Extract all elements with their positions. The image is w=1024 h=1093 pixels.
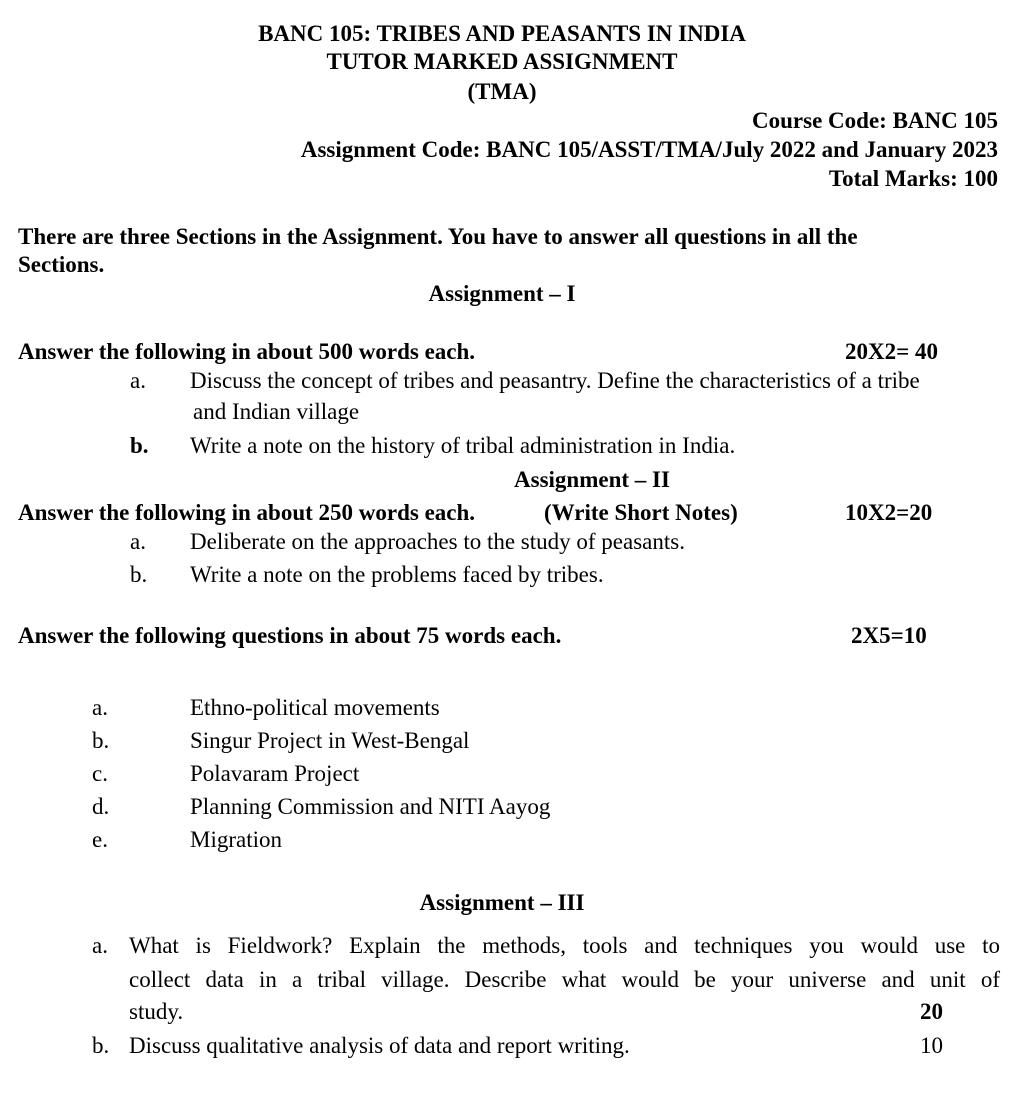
short-note-topic: Migration: [190, 827, 282, 852]
item-marker: b.: [130, 562, 148, 587]
page-subtitle: TUTOR MARKED ASSIGNMENT: [326, 49, 678, 74]
short-note-topic: Ethno-political movements: [190, 695, 440, 720]
intro-line: There are three Sections in the Assignment. You have to answer all questions in all the: [18, 224, 858, 249]
item-marker: a.: [92, 695, 108, 720]
short-notes-instruction: Answer the following questions in about 75 words each.: [18, 623, 562, 648]
question-text: Write a note on the history of tribal administration in India.: [190, 433, 736, 458]
short-note-topic: Planning Commission and NITI Aayog: [190, 794, 551, 819]
question-text: Deliberate on the approaches to the study of peasants.: [190, 529, 685, 554]
assignment-1-heading: Assignment – I: [428, 281, 576, 306]
item-marker: e.: [92, 827, 108, 852]
question-text: What is Fieldwork? Explain the methods, tools and techniques you would use to: [129, 933, 1000, 958]
short-note-topic: Polavaram Project: [190, 761, 360, 786]
item-marker: b.: [92, 1033, 110, 1058]
intro-line: Sections.: [18, 252, 105, 277]
question-marks: 10: [920, 1033, 943, 1058]
question-marks: 20: [920, 999, 943, 1024]
item-marker: b.: [92, 728, 110, 753]
assignment-2-heading: Assignment – II: [514, 467, 670, 492]
item-marker: a.: [130, 529, 146, 554]
question-text: Discuss the concept of tribes and peasantry. Define the characteristics of a tribe: [190, 368, 920, 393]
page-abbr: (TMA): [467, 79, 537, 104]
page-title: BANC 105: TRIBES AND PEASANTS IN INDIA: [258, 21, 746, 46]
question-text: Write a note on the problems faced by tribes.: [190, 562, 604, 587]
item-marker: b.: [130, 433, 149, 458]
item-marker: c.: [92, 761, 108, 786]
short-notes-marks: 2X5=10: [851, 623, 927, 648]
assignment-2-marks: 10X2=20: [845, 500, 933, 525]
question-text: and Indian village: [193, 399, 360, 424]
item-marker: d.: [92, 794, 110, 819]
question-text: collect data in a tribal village. Describe what would be your universe and unit of: [129, 967, 1000, 992]
question-text: Discuss qualitative analysis of data and report writing.: [129, 1033, 630, 1058]
assignment-2-note: (Write Short Notes): [544, 500, 738, 525]
total-marks: Total Marks: 100: [828, 166, 998, 191]
assignment-1-marks: 20X2= 40: [845, 339, 938, 364]
question-text: study.: [129, 999, 184, 1024]
course-code: Course Code: BANC 105: [752, 108, 998, 133]
short-note-topic: Singur Project in West-Bengal: [190, 728, 470, 753]
item-marker: a.: [130, 368, 146, 393]
assignment-1-instruction: Answer the following in about 500 words each.: [18, 339, 476, 364]
assignment-2-instruction: Answer the following in about 250 words each.: [18, 500, 476, 525]
item-marker: a.: [92, 933, 108, 958]
assignment-3-heading: Assignment – III: [419, 890, 585, 915]
assignment-code: Assignment Code: BANC 105/ASST/TMA/July 2022 and January 2023: [300, 137, 998, 162]
